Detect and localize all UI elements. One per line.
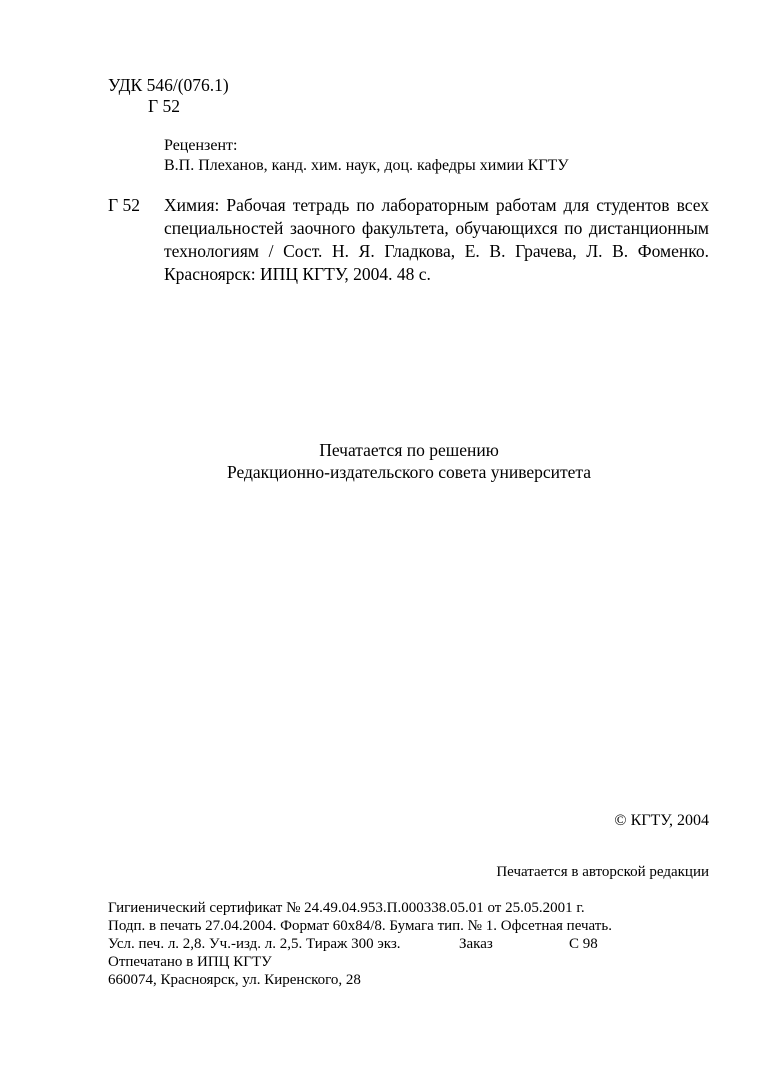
sheets-info: Усл. печ. л. 2,8. Уч.-изд. л. 2,5. Тираж 300 экз.: [108, 936, 401, 952]
reviewer-name: В.П. Плеханов, канд. хим. наук, доц. кафедры химии КГТУ: [164, 157, 569, 174]
address: 660074, Красноярск, ул. Киренского, 28: [108, 972, 361, 988]
udk-index: Г 52: [148, 96, 180, 116]
udk-code: УДК 546/(076.1): [108, 75, 229, 95]
bibliography-line: специальностей заочного факультета, обучающихся по дистанционным: [164, 218, 709, 238]
hygiene-certificate: Гигиенический сертификат № 24.49.04.953.П.000338.05.01 от 25.05.2001 г.: [108, 900, 585, 916]
copyright-notice: © КГТУ, 2004: [614, 812, 709, 829]
bibliography-line: технологиям / Сост. Н. Я. Гладкова, Е. В. Грачева, Л. В. Фоменко.: [164, 241, 709, 261]
bibliography-index: Г 52: [108, 195, 140, 215]
order-code: С 98: [569, 936, 598, 952]
author-edition-note: Печатается в авторской редакции: [496, 864, 709, 880]
approval-line-2: Редакционно-издательского совета университета: [226, 462, 592, 482]
order-label: Заказ: [459, 936, 493, 952]
print-info: Подп. в печать 27.04.2004. Формат 60x84/8. Бумага тип. № 1. Офсетная печать.: [108, 918, 612, 934]
bibliography-line: Химия: Рабочая тетрадь по лабораторным работам для студентов всех: [164, 195, 709, 215]
approval-line-1: Печатается по решению: [319, 440, 499, 460]
printed-at: Отпечатано в ИПЦ КГТУ: [108, 954, 272, 970]
bibliography-line: Красноярск: ИПЦ КГТУ, 2004. 48 с.: [164, 264, 431, 284]
reviewer-label: Рецензент:: [164, 137, 238, 154]
